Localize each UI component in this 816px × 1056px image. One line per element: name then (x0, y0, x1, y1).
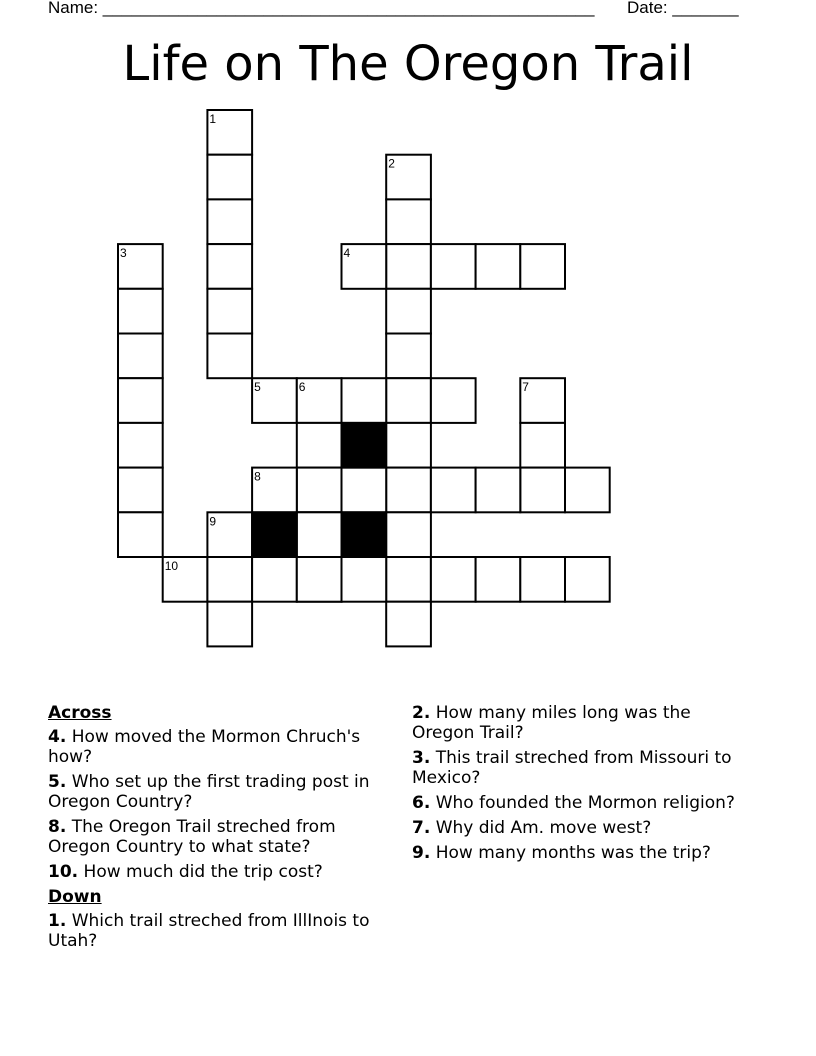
grid-cell (207, 155, 252, 200)
grid-cell (520, 423, 565, 468)
down-clue-1: 1. Which trail streched from IllInois to Utah? (48, 911, 370, 951)
grid-cell (565, 557, 610, 602)
grid-cell (386, 378, 431, 423)
grid-cell (565, 468, 610, 513)
grid-cell (207, 199, 252, 244)
grid-cell (342, 468, 387, 513)
clue-number: 5 (254, 380, 261, 395)
grid-cell (386, 334, 431, 379)
name-field-label: Name: ____________________________________________________ (48, 0, 595, 17)
grid-cell (386, 602, 431, 647)
grid-cell (386, 244, 431, 289)
grid-cell (386, 468, 431, 513)
grid-block (342, 512, 387, 557)
grid-cell (342, 378, 387, 423)
clue-number: 1 (209, 112, 217, 126)
across-heading: Across (48, 703, 112, 723)
clue-number: 2 (388, 156, 395, 171)
grid-cell (520, 244, 565, 289)
grid-cell (118, 334, 163, 379)
down-clue-2: 2. How many miles long was the Oregon Trail? (412, 703, 691, 743)
clue-number: 8 (254, 469, 261, 484)
grid-cell (118, 423, 163, 468)
grid-cell (431, 468, 476, 513)
across-clue-4: 4. How moved the Mormon Chruch's how? (48, 727, 361, 767)
grid-block (342, 423, 387, 468)
clue-number: 10 (164, 559, 179, 573)
grid-cell (297, 468, 342, 513)
grid-cell (520, 468, 565, 513)
down-clue-9: 9. How many months was the trip? (412, 843, 711, 863)
grid-cell (431, 557, 476, 602)
clue-number: 9 (209, 514, 217, 529)
grid-cell (386, 512, 431, 557)
clue-number: 3 (120, 246, 127, 261)
grid-cell (118, 512, 163, 557)
grid-cell (297, 557, 342, 602)
grid-cell (342, 557, 387, 602)
grid-cell (297, 512, 342, 557)
grid-cell (386, 557, 431, 602)
grid-cell (476, 468, 521, 513)
grid-block (252, 512, 297, 557)
across-clue-10: 10. How much did the trip cost? (48, 862, 323, 882)
grid-cell (207, 602, 252, 647)
clue-number: 6 (298, 380, 306, 395)
grid-cell (476, 244, 521, 289)
grid-cell (118, 468, 163, 513)
grid-cell (386, 199, 431, 244)
across-clue-8: 8. The Oregon Trail streched from Oregon Country to what state? (48, 817, 336, 857)
down-clue-6: 6. Who founded the Mormon religion? (412, 793, 735, 813)
clues-left-column (48, 703, 383, 956)
grid-cell (431, 244, 476, 289)
down-clue-7: 7. Why did Am. move west? (412, 818, 652, 838)
clue-number: 7 (522, 380, 529, 395)
grid-cell (207, 334, 252, 379)
date-field-label: Date: _______ (627, 0, 739, 17)
grid-cell (386, 423, 431, 468)
grid-cell (207, 244, 252, 289)
across-clue-5: 5. Who set up the first trading post in Oregon Country? (48, 772, 370, 812)
puzzle-title: Life on The Oregon Trail (122, 36, 694, 92)
grid-cell (207, 557, 252, 602)
clues-right-column (412, 703, 752, 868)
grid-cell (520, 557, 565, 602)
grid-cell (118, 289, 163, 334)
grid-cell (252, 557, 297, 602)
down-clue-3: 3. This trail streched from Missouri to Mexico? (412, 748, 732, 788)
grid-cell (386, 289, 431, 334)
grid-cell (118, 378, 163, 423)
down-heading: Down (48, 887, 102, 907)
grid-cell (207, 289, 252, 334)
grid-cell (476, 557, 521, 602)
clue-number: 4 (343, 246, 351, 261)
grid-cell (431, 378, 476, 423)
grid-cell (297, 423, 342, 468)
